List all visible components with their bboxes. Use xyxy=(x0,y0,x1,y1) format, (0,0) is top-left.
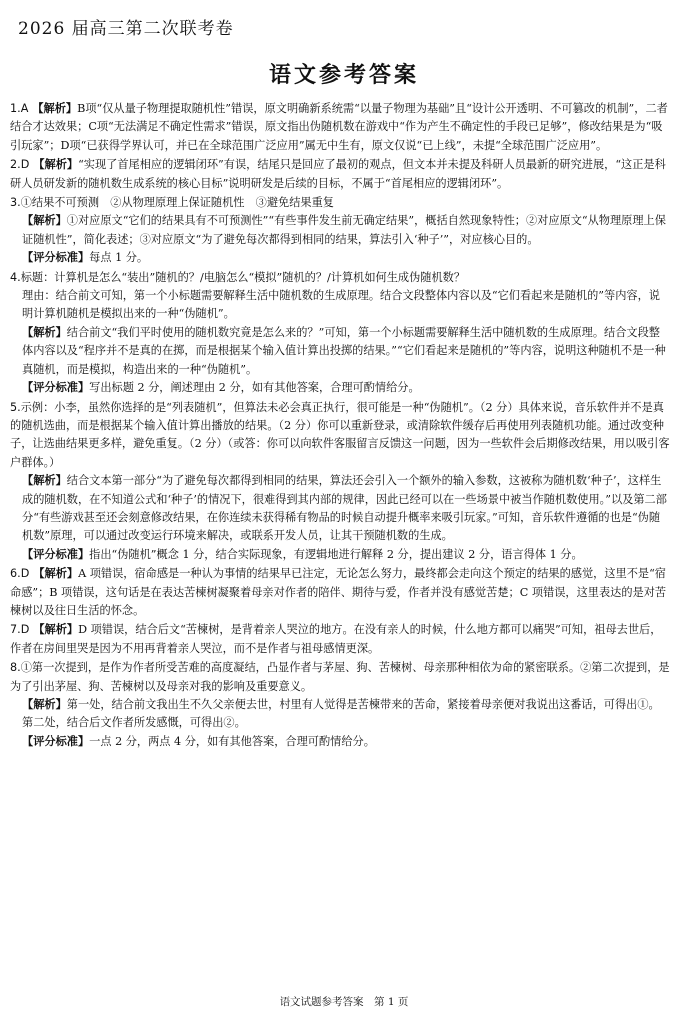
analysis-block xyxy=(10,696,670,733)
question-number: 1. xyxy=(10,102,21,115)
question-number: 7. xyxy=(10,623,21,637)
scoring-block xyxy=(10,379,670,397)
analysis-tag: 【解析】 xyxy=(33,567,79,581)
analysis-text: B项“仅从量子物理提取随机性”错误，原文明确新系统需“以量子物理为基础”且“设计公开透明、不可篡改的机制”，二者结合才达效果；C项“无法满足不确定性需求”错误，原文指出伪随机数在游戏中“作为产生不确定性的手段已足够”，修改结果是为“吸引玩家”；D项“已获得学界认可，并已在全球范围广泛应用”属无中生有，原文仅说“已上线”，未提“全球范围广泛应用”。 xyxy=(10,102,668,152)
answers-list xyxy=(10,100,670,751)
analysis-text: ①对应原文“它们的结果具有不可预测性”“有些事件发生前无确定结果”，概括自然现象特性；②对应原文“从物理原理上保证随机性”，简化表述；③对应原文“为了避免每次都得到相同的结果，算法引入‘种子’”，对应核心目的。 xyxy=(22,214,666,246)
question-number: 5. xyxy=(10,400,21,414)
question-number: 8. xyxy=(10,661,21,675)
question-number: 6. xyxy=(10,567,21,581)
analysis-tag: 【解析】 xyxy=(22,698,67,711)
scoring-block xyxy=(10,249,670,267)
analysis-tag: 【解析】 xyxy=(22,325,67,339)
analysis-block xyxy=(10,324,670,379)
reason-text: 理由：结合前文可知，第一个小标题需要解释生活中随机数的生成原理。结合文段整体内容以及“它们看起来是随机的”等内容，说明计算机随机是模拟出来的一种“伪随机”。 xyxy=(22,289,660,321)
analysis-block xyxy=(10,212,670,249)
question-7 xyxy=(10,621,670,658)
scoring-tag: 【评分标准】 xyxy=(22,251,90,265)
question-2 xyxy=(10,156,670,193)
analysis-tag: 【解析】 xyxy=(32,102,78,115)
question-number: 3. xyxy=(10,196,21,210)
document-title: 语文参考答案 xyxy=(268,63,419,88)
answer-choice: D xyxy=(20,158,30,172)
scoring-block xyxy=(10,733,670,751)
analysis-text: D 项错误，结合后文“苦楝树，是背着亲人哭泣的地方。在没有亲人的时候，什么地方都可以痛哭”可知，祖母去世后，作者在房间里哭是因为不用再背着亲人哭泣，而不是作者与祖母感情更深。 xyxy=(10,623,662,655)
question-6 xyxy=(10,565,670,620)
analysis-text: 第一处，结合前文我出生不久父亲便去世，村里有人觉得是苦楝带来的苦命，紧接着母亲便对我说出这番话，可得出①。第二处，结合后文作者所发感慨，可得出②。 xyxy=(22,698,660,730)
page-footer: 语文试题参考答案 第 1 页 xyxy=(279,996,409,1008)
question-1 xyxy=(10,100,670,155)
question-4 xyxy=(10,269,670,398)
question-8 xyxy=(10,659,670,751)
answer-choice: D xyxy=(20,623,30,637)
analysis-tag: 【解析】 xyxy=(33,158,79,172)
answer-text: ①结果不可预测 ②从物理原理上保证随机性 ③避免结果重复 xyxy=(20,196,334,210)
answer-title-text: 标题：计算机是怎么“装出”随机的？/电脑怎么“模拟”随机的？/计算机如何生成伪随机数？ xyxy=(20,270,466,284)
scoring-tag: 【评分标准】 xyxy=(22,734,90,748)
question-number: 4. xyxy=(10,270,21,284)
question-number: 2. xyxy=(10,158,21,172)
analysis-tag: 【解析】 xyxy=(33,623,79,637)
answer-choice: A xyxy=(20,102,29,115)
analysis-tag: 【解析】 xyxy=(22,214,67,228)
scoring-tag: 【评分标准】 xyxy=(22,381,90,395)
answer-text: ①第一次提到，是作为作者所受苦难的高度凝结，凸显作者与茅屋、狗、苦楝树、母亲那种相依为命的紧密联系。②第二次提到，是为了引出茅屋、狗、苦楝树以及母亲对我的影响及重要意义。 xyxy=(10,661,670,693)
question-5 xyxy=(10,399,670,565)
analysis-text: “实现了首尾相应的逻辑闭环”有误，结尾只是回应了最初的观点，但文本并未提及科研人员最新的研究进展，“这正是科研人员研发新的随机数生成系统的核心目标”说明研发是后续的目标，不属于“首尾相应的逻辑闭环”。 xyxy=(10,158,666,190)
analysis-text: A 项错误，宿命感是一种认为事情的结果早已注定，无论怎么努力，最终都会走向这个预定的结果的感觉，这里不是“宿命感”；B 项错误，这句话是在表达苦楝树凝聚着母亲对作者的陪伴、期待与爱，作者并没有感觉苦楚；C 项错误，这里表达的是对苦楝树以及往日生活的怀念。 xyxy=(10,567,667,617)
analysis-text: 结合前文“我们平时使用的随机数究竟是怎么来的？”可知，第一个小标题需要解释生活中随机数的生成原理。结合文段整体内容以及“程序并不是真的在掷，而是根据某个输入值计算出投掷的结果。”“它们看起来是随机的”等内容，说明这种随机不是一种真随机，而是模拟，构造出来的一种“伪随机”。 xyxy=(22,325,666,376)
scoring-tag: 【评分标准】 xyxy=(22,547,90,561)
analysis-text: 结合文本第一部分“为了避免每次都得到相同的结果，算法还会引入一个额外的输入参数，这被称为随机数‘种子’，这样生成的随机数，在不知道公式和‘种子’的情况下，很难得到其内部的规律，因此已经可以在一些场景中被当作随机数使用。”以及第二部分“有些游戏甚至还会刻意修改结果，在你连续未获得稀有物品的时候自动提升概率来吸引玩家。”可知，音乐软件遵循的也是“伪随机数”原理，可以通过改变运行环境来解决，或联系开发人员，让其干预随机数的生成。 xyxy=(22,474,667,543)
analysis-block xyxy=(10,472,670,546)
question-3 xyxy=(10,194,670,268)
answer-choice: D xyxy=(20,567,30,581)
scoring-text: 每点 1 分。 xyxy=(89,251,149,265)
analysis-tag: 【解析】 xyxy=(22,474,67,488)
scoring-text: 指出“伪随机”概念 1 分，结合实际现象，有逻辑地进行解释 2 分，提出建议 2 分，语言得体 1 分。 xyxy=(89,547,583,561)
scoring-text: 写出标题 2 分，阐述理由 2 分，如有其他答案，合理可酌情给分。 xyxy=(89,381,420,395)
scoring-block xyxy=(10,546,670,564)
answer-text: 示例：小李，虽然你选择的是“列表随机”，但算法未必会真正执行，很可能是一种“伪随机”。（2 分）具体来说，音乐软件并不是真的随机选曲，而是根据某个输入值计算出播放的结果。（2 分）你可以重新登录，或清除软件缓存后再使用列表随机功能。通过改变种子，让选曲结果更多样，避免重复。（2 分）（或答：你可以向软件客服留言反馈这一问题，因为一些软件会后期修改结果，用以吸引客户群体。） xyxy=(10,400,670,469)
scoring-text: 一点 2 分，两点 4 分，如有其他答案，合理可酌情给分。 xyxy=(89,734,375,748)
exam-title: 2026 届高三第二次联考卷 xyxy=(18,19,234,39)
